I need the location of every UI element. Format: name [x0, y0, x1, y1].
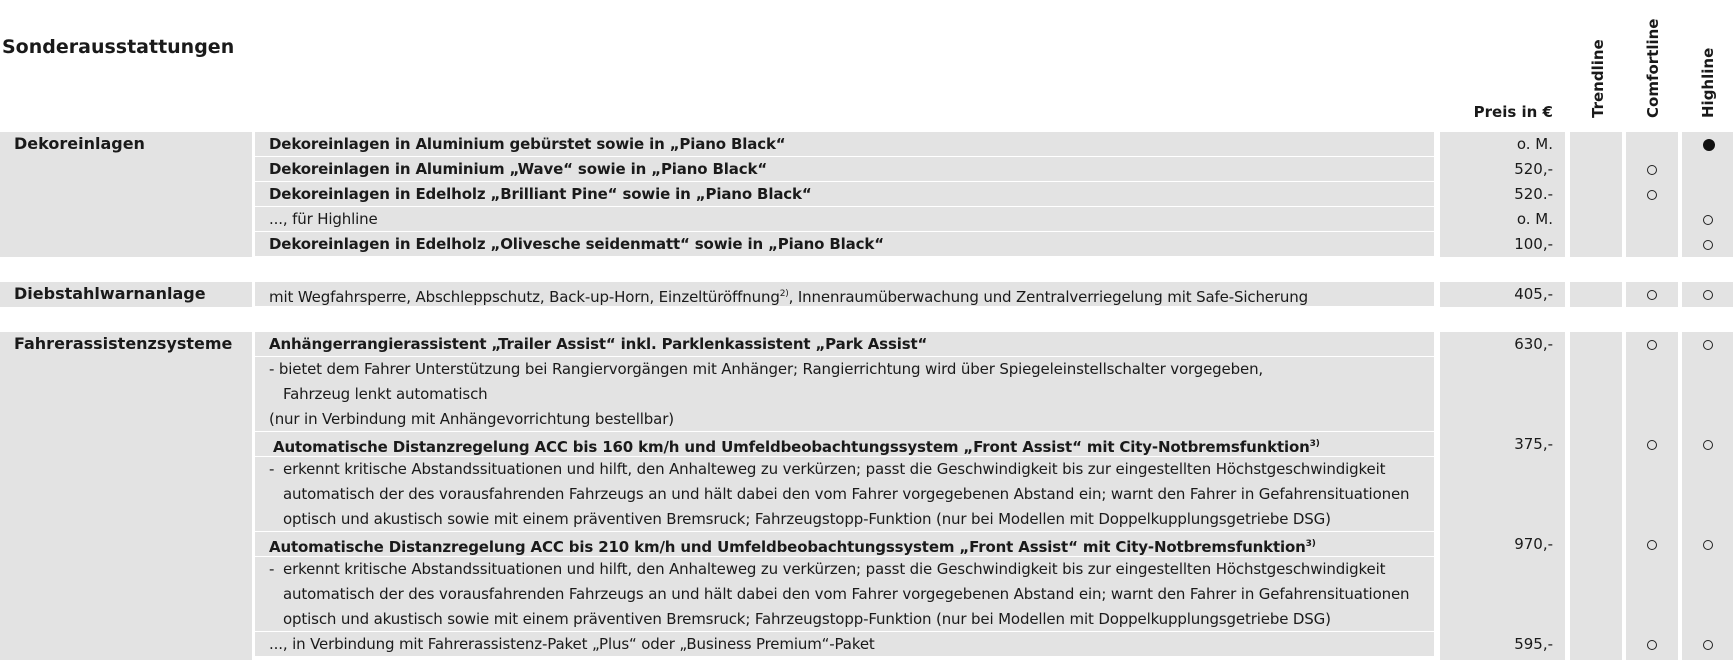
table-row — [255, 632, 1434, 656]
row-description: Automatische Distanzregelung ACC bis 210 km/h und Umfeldbeobachtungssystem „Front Assist“ mit City-Notbremsfunktion$^{3)}$ — [269, 538, 1316, 556]
row-price: o. M. — [1516, 135, 1553, 153]
row-description: - bietet dem Fahrer Unterstützung bei Rangiervorgängen mit Anhänger; Rangierrichtung wird über Spiegeleinstellschalter vorgegeben, — [269, 360, 1264, 378]
table-row — [255, 207, 1434, 231]
page-title: Sonderausstattungen — [2, 36, 235, 58]
row-price: 970,- — [1514, 535, 1553, 553]
row-price: 405,- — [1514, 285, 1553, 303]
row-description: Automatische Distanzregelung ACC bis 160 km/h und Umfeldbeobachtungssystem „Front Assist“ mit City-Notbremsfunktion$^{3)}$ — [273, 438, 1320, 456]
row-price: 375,- — [1514, 435, 1553, 453]
row-description: optisch und akustisch sowie mit einem präventiven Bremsruck; Fahrzeugstopp-Funktion (nur bei Modellen mit Doppelkupplungsgetriebe DSG) — [283, 610, 1331, 628]
table-row — [255, 282, 1434, 306]
trendline-column-header: Trendline — [1589, 39, 1607, 118]
highline-cell-group — [1682, 332, 1733, 660]
row-price: 595,- — [1514, 635, 1553, 653]
row-description: mit Wegfahrsperre, Abschleppschutz, Back-up-Horn, Einzeltüröffnung$^{2)}$, Innenraumüberwachung und Zentralverriegelung mit Safe-Sicherung — [269, 288, 1308, 306]
optional-circle-icon — [1647, 190, 1657, 200]
row-description: automatisch der des vorausfahrenden Fahrzeugs an und hält dabei den vom Fahrer vorgegebenen Abstand ein; warnt den Fahrer in Gefahrensituationen — [283, 585, 1410, 603]
bullet-dash: - — [269, 560, 275, 578]
row-description: ..., in Verbindung mit Fahrerassistenz-Paket „Plus“ oder „Business Premium“-Paket — [269, 635, 875, 653]
row-description: Dekoreinlagen in Aluminium „Wave“ sowie in „Piano Black“ — [269, 160, 768, 178]
row-description: ..., für Highline — [269, 210, 378, 228]
table-row — [255, 557, 1434, 631]
optional-circle-icon — [1703, 290, 1713, 300]
optional-circle-icon — [1647, 290, 1657, 300]
optional-circle-icon — [1647, 165, 1657, 175]
footnote-marker: 3) — [1309, 439, 1320, 449]
table-row — [255, 132, 1434, 156]
price-cell-group — [1440, 332, 1565, 660]
table-row — [255, 407, 1434, 431]
category-label: Fahrerassistenzsysteme — [14, 334, 233, 353]
optional-circle-icon — [1647, 440, 1657, 450]
trendline-cell-group — [1570, 282, 1622, 307]
optional-circle-icon — [1703, 640, 1713, 650]
comfortline-cell-group — [1626, 332, 1678, 660]
footnote-marker: 3) — [1305, 539, 1316, 549]
optional-circle-icon — [1703, 240, 1713, 250]
category-cell-fahrerassistenzsysteme — [0, 332, 252, 660]
row-price: 520,- — [1514, 160, 1553, 178]
price-column-header: Preis in € — [1473, 103, 1553, 121]
row-description: Dekoreinlagen in Aluminium gebürstet sowie in „Piano Black“ — [269, 135, 786, 153]
row-price: 100,- — [1514, 235, 1553, 253]
table-row — [255, 532, 1434, 556]
table-row — [255, 457, 1434, 531]
row-price: o. M. — [1516, 210, 1553, 228]
category-label: Dekoreinlagen — [14, 134, 145, 153]
standard-dot-icon — [1703, 139, 1715, 151]
table-row — [255, 232, 1434, 256]
category-label: Diebstahlwarnanlage — [14, 284, 206, 303]
row-price: 630,- — [1514, 335, 1553, 353]
row-description: Dekoreinlagen in Edelholz „Olivesche seidenmatt“ sowie in „Piano Black“ — [269, 235, 884, 253]
row-description: Fahrzeug lenkt automatisch — [283, 385, 488, 403]
row-description: optisch und akustisch sowie mit einem präventiven Bremsruck; Fahrzeugstopp-Funktion (nur bei Modellen mit Doppelkupplungsgetriebe DSG) — [283, 510, 1331, 528]
row-description: automatisch der des vorausfahrenden Fahrzeugs an und hält dabei den vom Fahrer vorgegebenen Abstand ein; warnt den Fahrer in Gefahrensituationen — [283, 485, 1410, 503]
bullet-dash: - — [269, 460, 275, 478]
comfortline-column-header: Comfortline — [1644, 18, 1662, 118]
table-row — [255, 157, 1434, 181]
optional-circle-icon — [1703, 340, 1713, 350]
row-description: erkennt kritische Abstandssituationen und hilft, den Anhalteweg zu verkürzen; passt die Geschwindigkeit bis zur eingestellten Höchstgeschwindigkeit — [283, 560, 1386, 578]
row-description: Dekoreinlagen in Edelholz „Brilliant Pine“ sowie in „Piano Black“ — [269, 185, 812, 203]
optional-circle-icon — [1647, 540, 1657, 550]
row-description: (nur in Verbindung mit Anhängevorrichtung bestellbar) — [269, 410, 674, 428]
row-price: 520.- — [1514, 185, 1553, 203]
trendline-cell-group — [1570, 332, 1622, 660]
highline-column-header: Highline — [1699, 47, 1717, 118]
table-row — [255, 182, 1434, 206]
optional-circle-icon — [1647, 340, 1657, 350]
table-row — [255, 332, 1434, 356]
trendline-cell-group — [1570, 132, 1622, 257]
row-description: Anhängerrangierassistent „Trailer Assist“ inkl. Parklenkassistent „Park Assist“ — [269, 335, 928, 353]
optional-circle-icon — [1647, 640, 1657, 650]
footnote-marker: 2) — [779, 289, 789, 299]
optional-circle-icon — [1703, 440, 1713, 450]
table-row — [255, 357, 1434, 407]
table-row — [255, 432, 1434, 456]
optional-circle-icon — [1703, 540, 1713, 550]
optional-circle-icon — [1703, 215, 1713, 225]
row-description: erkennt kritische Abstandssituationen und hilft, den Anhalteweg zu verkürzen; passt die Geschwindigkeit bis zur eingestellten Höchstgeschwindigkeit — [283, 460, 1386, 478]
